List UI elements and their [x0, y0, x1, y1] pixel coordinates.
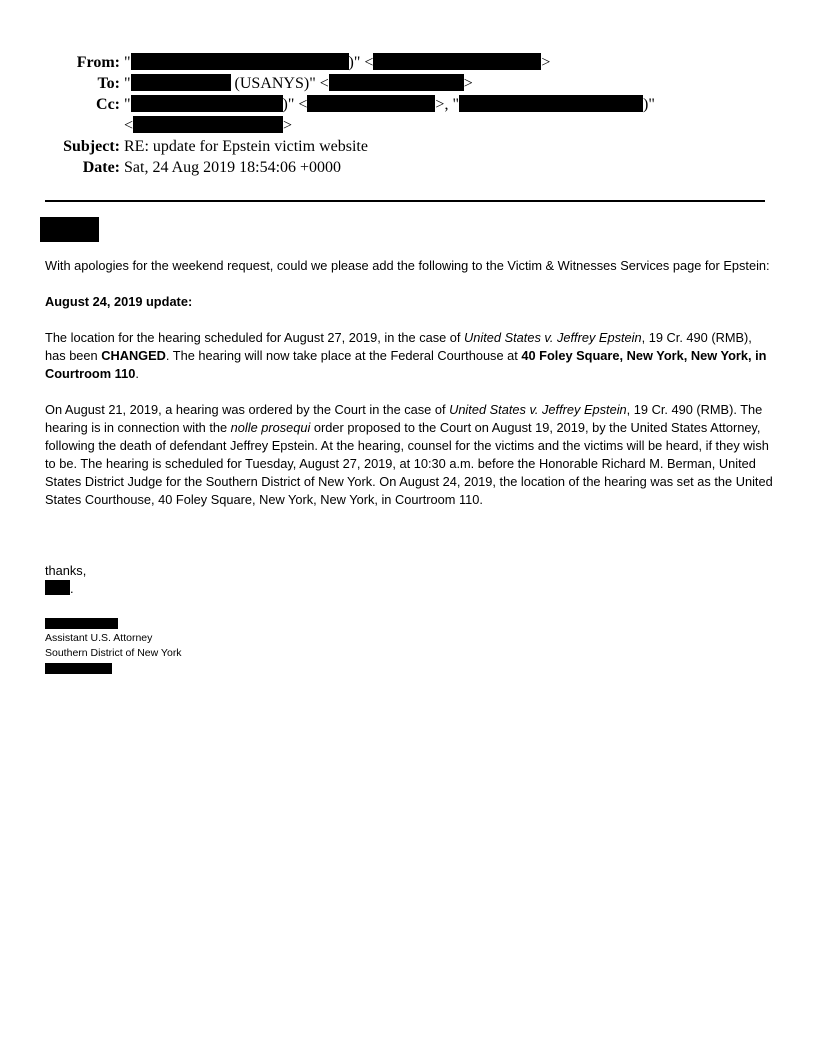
cc-row-continued — [0, 115, 816, 136]
paragraph-location-change — [45, 329, 775, 383]
cc-open-2: < — [124, 117, 134, 134]
redacted-recipient-name — [131, 74, 231, 91]
header-divider — [45, 200, 765, 202]
redacted-sender-email — [373, 53, 541, 70]
subject-value: RE: update for Epstein victim website — [124, 138, 368, 155]
p2-text-c: order proposed to the Court on August 19, 2019, by the United States Attorney, following the death of defendant Jeffrey Epstein. At the hearing, counsel for the victims and the victims will be heard, if they wish to be. The hearing is scheduled for Tuesday, August 27, 2019, at 10:30 a.m. before the Honorable Richard M. Berman, United States District Judge for the Southern District of New York. On August 24, 2019, the location of the hearing was set as the United States Courthouse, 40 Foley Square, New York, New York, in Courtroom 110. — [45, 420, 773, 507]
date-row — [0, 157, 816, 178]
update-heading-text: August 24, 2019 update: — [45, 294, 193, 309]
cc-separator-2: >, " — [435, 96, 459, 113]
from-separator: )" < — [348, 54, 374, 71]
email-body — [45, 257, 775, 527]
p2-text-a: On August 21, 2019, a hearing was ordered by the Court in the case of — [45, 402, 450, 417]
subject-label: Subject: — [63, 138, 120, 155]
from-close: > — [541, 54, 551, 71]
signature-title: Assistant U.S. Attorney — [45, 632, 153, 644]
to-quote: " — [124, 75, 131, 92]
cc-close-2: > — [283, 117, 293, 134]
signature-office: Southern District of New York — [45, 647, 182, 659]
closing — [45, 562, 775, 598]
thanks-text: thanks, — [45, 563, 87, 578]
redacted-sender-name — [131, 53, 349, 70]
paragraph-hearing-details — [45, 401, 775, 509]
cc-close-1: )" — [642, 96, 655, 113]
from-row — [0, 52, 816, 73]
subject-row — [0, 136, 816, 157]
cc-label: Cc: — [96, 96, 120, 113]
signature-block — [45, 631, 182, 661]
to-label: To: — [97, 75, 120, 92]
redacted-cc-name-1 — [131, 95, 283, 112]
redacted-initial — [45, 580, 70, 595]
sender-initial — [45, 580, 775, 598]
redacted-signature-contact — [45, 663, 112, 674]
from-quote: " — [124, 54, 131, 71]
initial-suffix: . — [70, 581, 74, 596]
p1-text-c: . The hearing will now take place at the Federal Courthouse at — [165, 348, 522, 363]
redacted-recipient-email — [329, 74, 464, 91]
nolle-prosequi: nolle prosequi — [230, 420, 311, 435]
redacted-cc-email-1 — [307, 95, 435, 112]
p1-text-b: , 19 Cr. 490 (RMB), has been — [45, 330, 752, 363]
p2-text-b: , 19 Cr. 490 (RMB). The hearing is in connection with the — [45, 402, 763, 435]
cc-row — [0, 94, 816, 115]
to-row — [0, 73, 816, 94]
to-value — [124, 73, 473, 94]
redacted-greeting — [40, 217, 99, 242]
case-name: United States v. Jeffrey Epstein — [464, 330, 642, 345]
to-org: (USANYS)" < — [230, 75, 329, 92]
update-heading — [45, 293, 775, 311]
p1-text-a: The location for the hearing scheduled for August 27, 2019, in the case of — [45, 330, 465, 345]
date-label: Date: — [82, 159, 120, 176]
cc-quote: " — [124, 96, 131, 113]
to-close: > — [463, 75, 473, 92]
from-label: From: — [76, 54, 120, 71]
redacted-cc-name-2 — [459, 95, 643, 112]
p1-text-d: . — [135, 366, 139, 381]
from-value — [124, 52, 550, 73]
location-emphasis: 40 Foley Square, New York, New York, in Courtroom 110 — [45, 348, 767, 381]
case-name-2: United States v. Jeffrey Epstein — [449, 402, 627, 417]
intro-paragraph: With apologies for the weekend request, could we please add the following to the Victim & Witnesses Services page for Epstein: — [45, 258, 770, 273]
cc-value — [124, 94, 655, 115]
redacted-signature-name — [45, 618, 118, 629]
changed-emphasis: CHANGED — [101, 348, 166, 363]
cc-separator-1: )" < — [282, 96, 308, 113]
redacted-cc-email-2 — [133, 116, 283, 133]
cc-value-continued — [124, 115, 292, 136]
date-value: Sat, 24 Aug 2019 18:54:06 +0000 — [124, 159, 342, 176]
email-header — [0, 52, 816, 178]
